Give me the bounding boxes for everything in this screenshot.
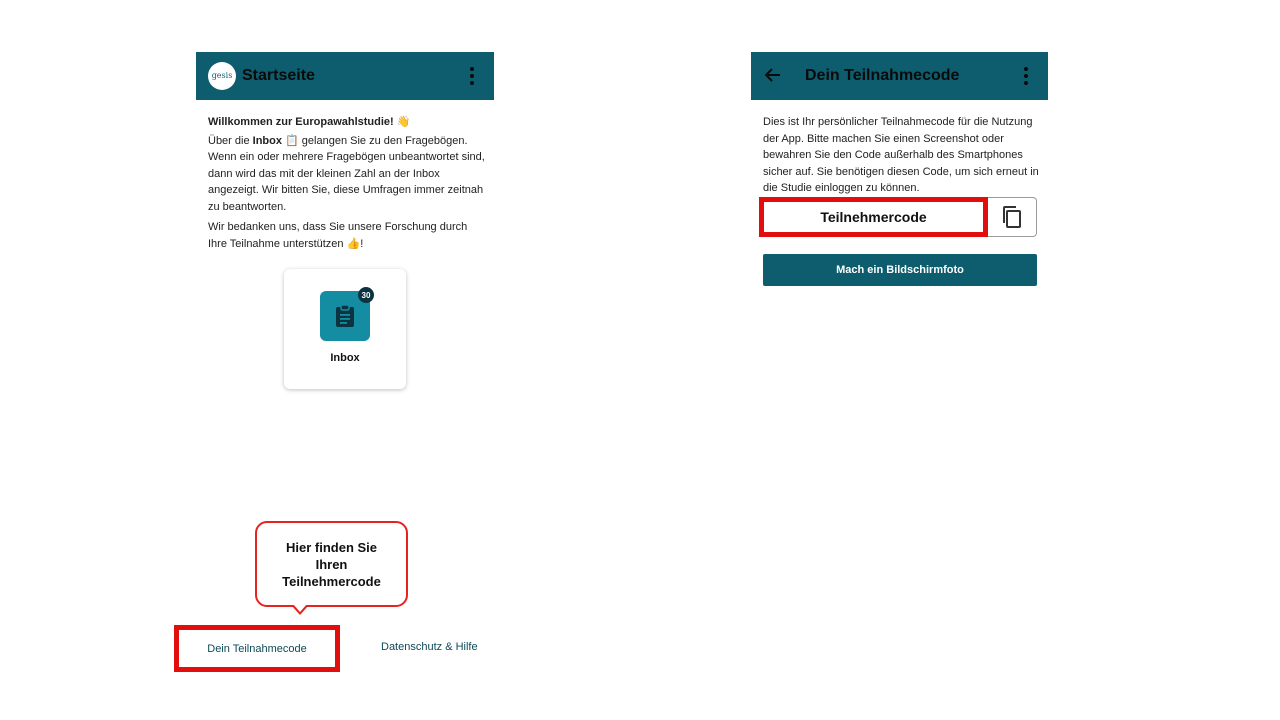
participant-code-field [759, 197, 988, 237]
inbox-label: Inbox [330, 352, 360, 364]
inbox-card[interactable] [284, 269, 406, 389]
hint-callout-text: Hier finden Sie Ihren Teilnehmercode [282, 539, 381, 589]
nav-teilnahmecode-button[interactable] [174, 625, 340, 672]
page-title: Startseite [242, 67, 315, 84]
welcome-heading: Willkommen zur Europawahlstudie! 👋 [208, 116, 411, 128]
callout-tail-fill [293, 604, 307, 612]
inbox-explanation-bold: Inbox [252, 134, 282, 147]
inbox-explanation-post: 📋 gelangen Sie zu den Fragebögen. Wenn ein oder mehrere Fragebögen unbeantwortet sind, dann wird das mit der kleinen Zahl an der Inbox angezeigt. Wir bitten Sie, diese Umfragen immer zeitnah zu beantworten. [208, 134, 485, 213]
copy-icon[interactable] [988, 197, 1037, 237]
page-title-right: Dein Teilnahmecode [805, 67, 960, 84]
inbox-explanation-pre: Über die [208, 134, 253, 147]
more-options-icon[interactable] [462, 66, 482, 86]
participant-code-text: Teilnehmercode [820, 209, 927, 225]
more-options-icon-right[interactable] [1016, 66, 1036, 86]
welcome-text-block [208, 114, 488, 256]
code-description: Dies ist Ihr persönlicher Teilnahmecode für die Nutzung der App. Bitte machen Sie einen Screenshot oder bewahren Sie den Code außerhalb des Smartphones sicher auf. Sie benötigen diesen Code, um sich erneut in die Studie einloggen zu können. [763, 116, 1039, 194]
inbox-explanation [208, 133, 488, 216]
inbox-count-badge: 30 [358, 287, 374, 303]
screenshot-button[interactable]: Mach ein Bildschirmfoto [763, 254, 1037, 286]
back-arrow-icon[interactable] [763, 66, 783, 87]
nav-datenschutz-button[interactable]: Datenschutz & Hilfe [381, 641, 478, 653]
thanks-text: Wir bedanken uns, dass Sie unsere Forschung durch Ihre Teilnahme unterstützen 👍! [208, 221, 468, 250]
gesis-logo: gesis [208, 62, 236, 90]
startseite-app-bar [196, 52, 494, 100]
teilnahmecode-app-bar [751, 52, 1048, 100]
hint-callout [255, 521, 408, 607]
nav-teilnahmecode-label: Dein Teilnahmecode [207, 642, 307, 655]
